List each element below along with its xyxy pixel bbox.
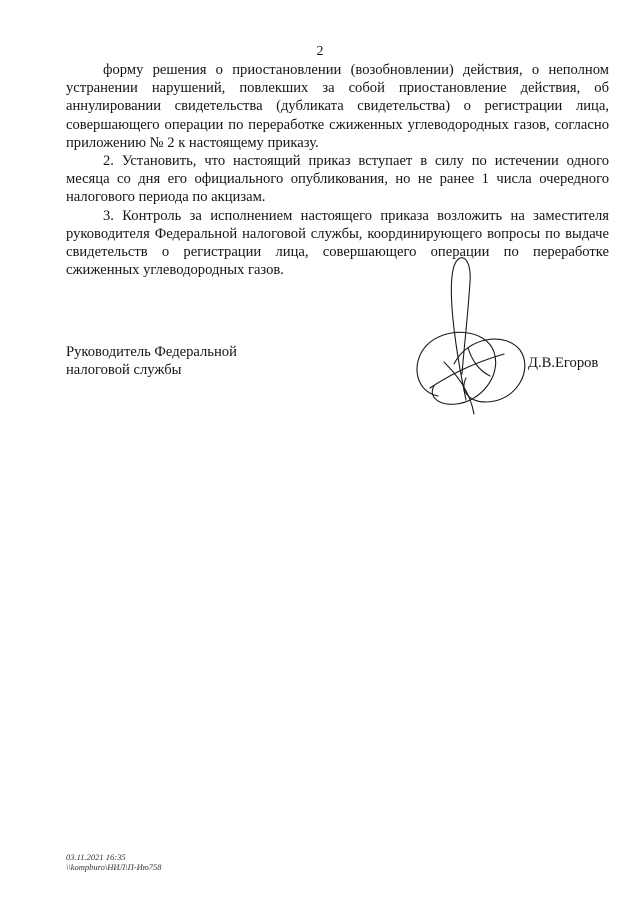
file-path: \\kompburo\НИЛ\П-Ию758 bbox=[66, 862, 162, 872]
paragraph-3: 3. Контроль за исполнением настоящего приказа возложить на заместителя руководителя Федеральной налоговой службы, координирующего вопросы по выдаче свидетельств о регистрации лица, совершающего операции по переработке сжиженных углеводородных газов. bbox=[66, 207, 609, 279]
print-timestamp: 03.11.2021 16:35 bbox=[66, 852, 126, 862]
document-body bbox=[66, 61, 609, 279]
handwritten-signature bbox=[408, 252, 538, 422]
print-stamp bbox=[66, 852, 161, 872]
page-number: 2 bbox=[316, 44, 324, 59]
signer-name: Д.В.Егоров bbox=[528, 355, 599, 371]
signer-title: Руководитель Федеральной налоговой службы bbox=[66, 344, 237, 379]
paragraph-2: 2. Установить, что настоящий приказ вступает в силу по истечении одного месяца со дня его официального опубликования, но не ранее 1 числа очередного налогового периода по акцизам. bbox=[66, 153, 609, 206]
paragraph-continuation: форму решения о приостановлении (возобновлении) действия, о неполном устранении нарушений, повлекших за собой приостановление действия, об аннулировании свидетельства (дубликата свидетельства) о регистрации лица, совершающего операции по переработке сжиженных углеводородных газов, согласно приложению № 2 к настоящему приказу. bbox=[66, 62, 609, 151]
